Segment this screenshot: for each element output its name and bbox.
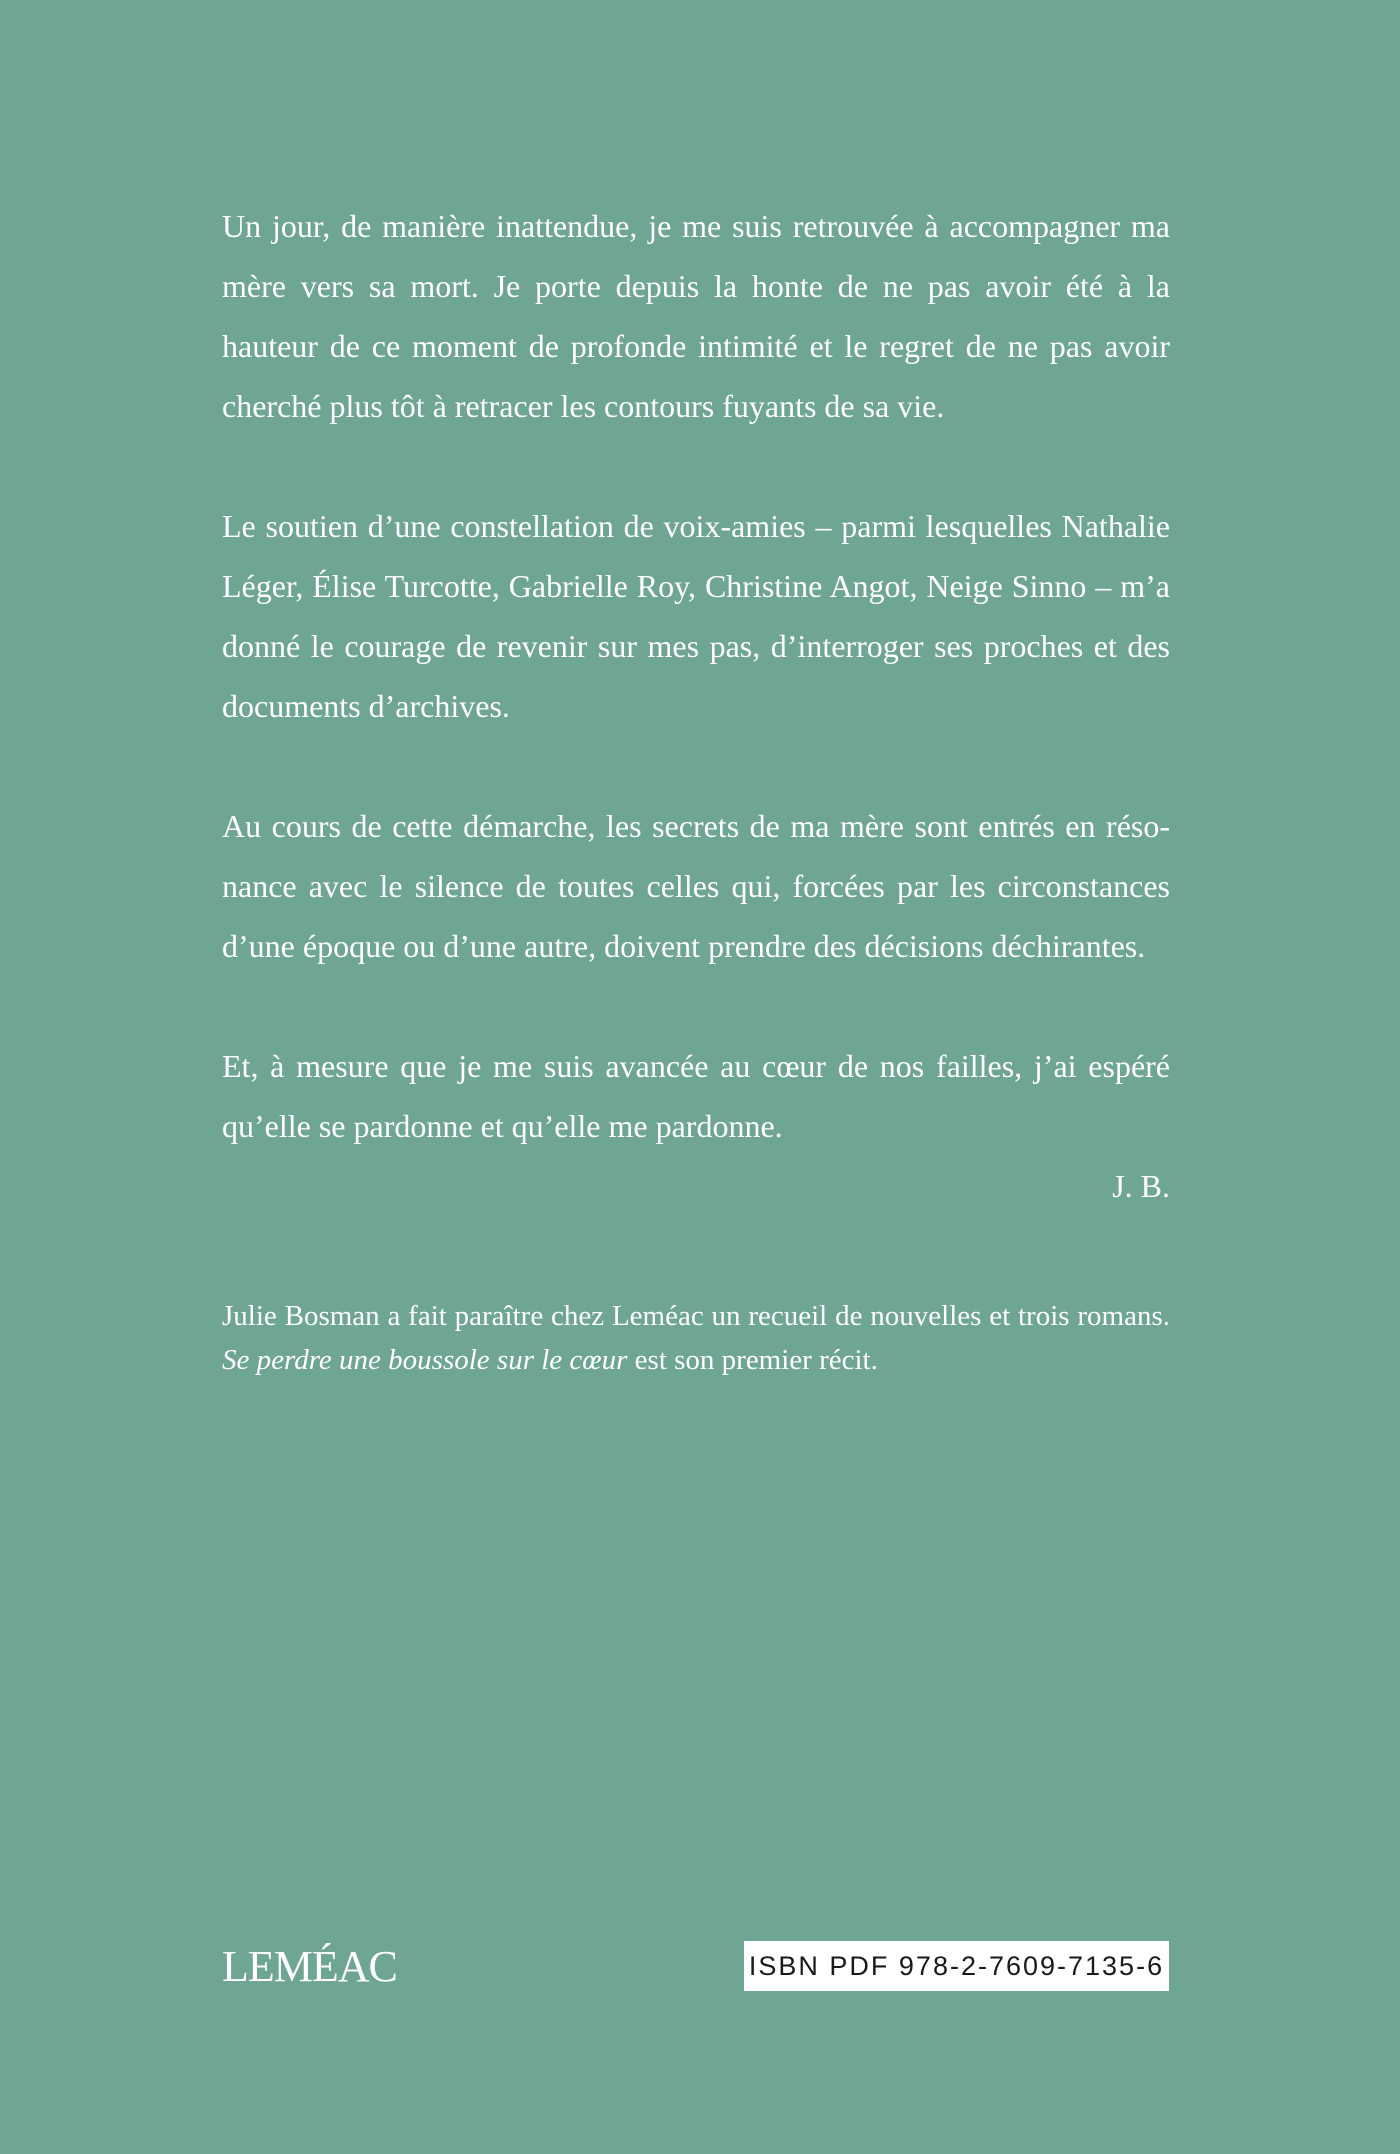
blurb-paragraph-2: Le soutien d’une constellation de voix-amies – parmi lesquelles Nathalie Léger, Élise Turcotte, Gabrielle Roy, Christine Angot, Neige Sinno – m’a donné le courage de revenir sur mes pas, d’interroger ses proches et des documents d’archives. — [222, 508, 1170, 724]
blurb-paragraph-1: Un jour, de manière inattendue, je me suis retrouvée à accompagner ma mère vers sa mort. Je porte depuis la honte de ne pas avoir été à la hauteur de ce moment de profonde intimité et le regret de ne pas avoir cherché plus tôt à retracer les contours fuyants de sa vie. — [222, 208, 1170, 424]
author-bio-end: est son premier récit. — [627, 1344, 878, 1376]
publisher-logo: LEMÉAC — [222, 1942, 397, 1991]
isbn-label: ISBN PDF 978-2-7609-7135-6 — [744, 1941, 1169, 1991]
author-initials: J. B. — [1112, 1168, 1170, 1204]
author-bio — [222, 1294, 1170, 1382]
author-bio-intro: Julie Bosman a fait paraître chez Leméac un recueil de nouvelles et trois romans. — [222, 1300, 1170, 1332]
blurb-paragraph-3: Au cours de cette démarche, les secrets de ma mère sont entrés en résonance avec le silence de toutes celles qui, forcées par les circonstances d’une époque ou d’une autre, doivent prendre des décisions déchirantes. — [222, 808, 1170, 964]
blurb-paragraph-4: Et, à mesure que je me suis avancée au cœur de nos failles, j’ai espéré qu’elle se pardonne et qu’elle me pardonne. — [222, 1048, 1170, 1144]
book-title: Se perdre une boussole sur le cœur — [222, 1344, 628, 1376]
back-cover-blurb — [222, 196, 1170, 1216]
